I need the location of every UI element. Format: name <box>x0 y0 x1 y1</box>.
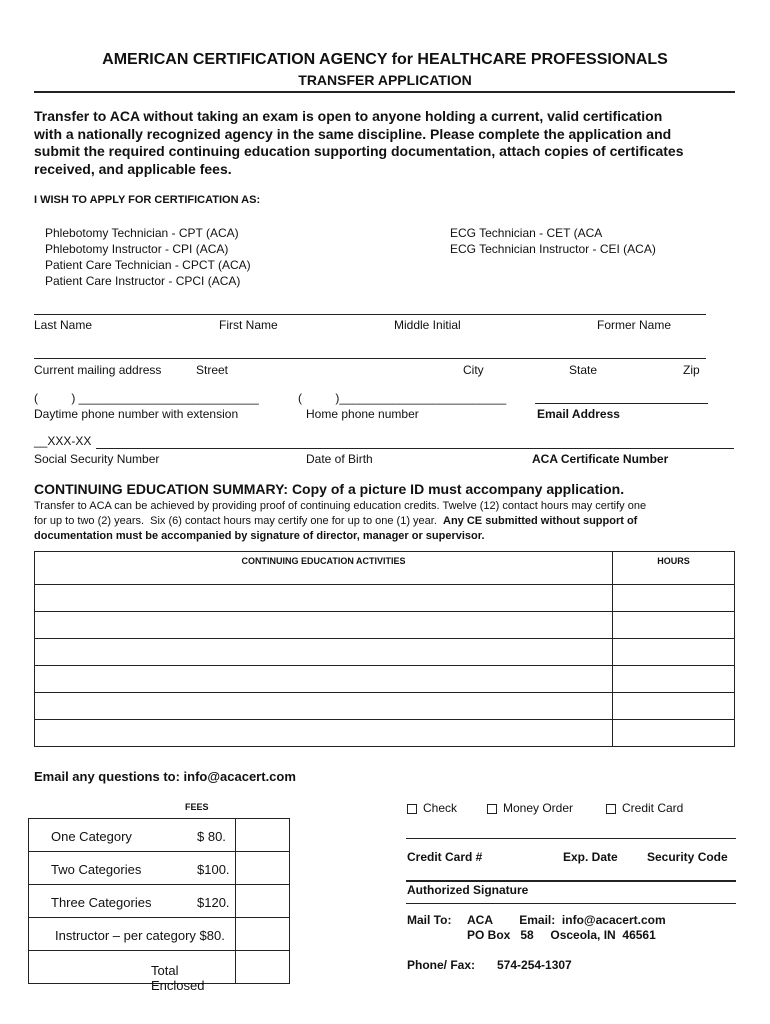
fee-row <box>29 885 290 918</box>
intro-line: with a nationally recognized agency in the same discipline. Please complete the application and <box>34 125 672 142</box>
cc-number-label: Credit Card # <box>407 850 483 864</box>
apply-heading: I WISH TO APPLY FOR CERTIFICATION AS: <box>34 194 261 206</box>
ce-activity-cell[interactable] <box>35 585 613 612</box>
checkbox-icon <box>487 804 497 814</box>
ssn-label: Social Security Number <box>34 452 160 466</box>
ssn-field-line[interactable] <box>96 448 734 449</box>
ce-hours-cell[interactable] <box>613 585 735 612</box>
middle-initial-label: Middle Initial <box>394 318 461 332</box>
security-code-label: Security Code <box>647 850 728 864</box>
ce-activity-cell[interactable] <box>35 612 613 639</box>
ce-activities-table <box>34 551 735 747</box>
name-field-line[interactable] <box>34 314 706 315</box>
fee-row <box>29 918 290 951</box>
fee-total-cell[interactable] <box>236 951 290 984</box>
ce-activity-cell[interactable] <box>35 693 613 720</box>
ce-hours-header: HOURS <box>613 552 735 585</box>
certification-options-right <box>450 225 656 257</box>
payment-check[interactable] <box>407 801 457 815</box>
option-cpci[interactable]: Patient Care Instructor - CPCI (ACA) <box>45 274 241 288</box>
checkbox-icon <box>407 804 417 814</box>
intro-line: received, and applicable fees. <box>34 160 232 177</box>
authorized-signature-label: Authorized Signature <box>407 883 529 897</box>
table-row <box>35 639 735 666</box>
ce-hours-cell[interactable] <box>613 666 735 693</box>
fee-price: $120. <box>197 895 230 910</box>
intro-line: submit the required continuing education supporting documentation, attach copies of certificates <box>34 143 684 159</box>
ce-activity-cell[interactable] <box>35 720 613 747</box>
fee-label: Three Categories <box>51 895 152 910</box>
fee-price: $100. <box>197 862 230 877</box>
street-label: Street <box>196 363 229 377</box>
first-name-label: First Name <box>219 318 278 332</box>
last-name-label: Last Name <box>34 318 93 332</box>
option-cpct[interactable]: Patient Care Technician - CPCT (ACA) <box>45 258 251 272</box>
option-cei[interactable]: ECG Technician Instructor - CEI (ACA) <box>450 242 656 256</box>
fee-label: Instructor – per category $80. <box>55 928 225 943</box>
cc-top-rule <box>406 838 736 839</box>
mail-to-line1: ACA Email: info@acacert.com <box>467 913 666 927</box>
ce-hours-cell[interactable] <box>613 693 735 720</box>
email-address-label: Email Address <box>537 407 620 421</box>
certification-options-left <box>45 225 251 289</box>
home-phone-field[interactable]: ( )_________________________ <box>298 391 507 405</box>
ce-text-bold: Any CE submitted without support of <box>443 515 638 527</box>
table-row <box>35 666 735 693</box>
ce-activity-cell[interactable] <box>35 666 613 693</box>
ce-description <box>34 499 764 544</box>
cc-bottom-rule[interactable] <box>406 880 736 882</box>
ce-text-line: Transfer to ACA can be achieved by providing proof of continuing education credits. Twelve (12) contact hours may certify one <box>34 500 647 512</box>
fees-table <box>28 818 290 993</box>
fees-heading: FEES <box>185 802 209 812</box>
mail-to-label: Mail To: <box>407 913 452 927</box>
email-questions: Email any questions to: info@acacert.com <box>34 769 296 784</box>
phone-fax-label: Phone/ Fax: <box>407 958 476 972</box>
option-cet[interactable]: ECG Technician - CET (ACA <box>450 226 603 240</box>
ce-hours-cell[interactable] <box>613 612 735 639</box>
signature-rule[interactable] <box>406 903 736 904</box>
ssn-prefix: __XXX-XX <box>34 434 92 448</box>
mailing-address-label: Current mailing address <box>34 363 162 377</box>
aca-cert-label: ACA Certificate Number <box>532 452 669 466</box>
option-cpt[interactable]: Phlebotomy Technician - CPT (ACA) <box>45 226 239 240</box>
form-title: AMERICAN CERTIFICATION AGENCY for HEALTHCARE PROFESSIONALS <box>102 51 668 68</box>
money-order-label: Money Order <box>503 801 574 815</box>
fee-row <box>29 951 290 984</box>
table-row <box>35 720 735 747</box>
table-row <box>35 612 735 639</box>
daytime-phone-label: Daytime phone number with extension <box>34 407 239 421</box>
payment-credit-card[interactable] <box>606 801 683 815</box>
fee-label: Total Enclosed <box>151 963 205 993</box>
zip-label: Zip <box>683 363 700 377</box>
ce-hours-cell[interactable] <box>613 639 735 666</box>
phone-fax-value: 574-254-1307 <box>497 958 572 972</box>
ce-heading: CONTINUING EDUCATION SUMMARY: Copy of a picture ID must accompany application. <box>34 481 625 497</box>
intro-paragraph <box>34 108 754 178</box>
ce-hours-cell[interactable] <box>613 720 735 747</box>
fee-label: Two Categories <box>51 862 142 877</box>
option-cpi[interactable]: Phlebotomy Instructor - CPI (ACA) <box>45 242 229 256</box>
mail-to-line2: PO Box 58 Osceola, IN 46561 <box>467 928 656 942</box>
fee-amount-cell[interactable] <box>236 885 290 918</box>
city-label: City <box>463 363 484 377</box>
fee-row <box>29 852 290 885</box>
check-label: Check <box>423 801 458 815</box>
ce-text-part: for up to two (2) years. Six (6) contact hours may certify one for up to one (1) year. <box>34 515 444 527</box>
table-row <box>35 693 735 720</box>
table-row <box>35 585 735 612</box>
payment-money-order[interactable] <box>487 801 573 815</box>
fee-label: One Category <box>51 829 132 844</box>
fee-row <box>29 819 290 852</box>
form-subtitle: TRANSFER APPLICATION <box>298 72 472 88</box>
home-phone-label: Home phone number <box>306 407 419 421</box>
checkbox-icon <box>606 804 616 814</box>
fee-price: $ 80. <box>197 829 226 844</box>
intro-line: Transfer to ACA without taking an exam is open to anyone holding a current, valid certification <box>34 108 663 124</box>
fee-amount-cell[interactable] <box>236 918 290 951</box>
ce-activity-cell[interactable] <box>35 639 613 666</box>
ce-text-line: documentation must be accompanied by signature of director, manager or supervisor. <box>34 530 485 542</box>
state-label: State <box>569 363 598 377</box>
dob-label: Date of Birth <box>306 452 373 466</box>
address-field-line[interactable] <box>34 358 706 359</box>
ce-text-line <box>34 514 764 529</box>
exp-date-label: Exp. Date <box>563 850 618 864</box>
credit-card-label: Credit Card <box>622 801 684 815</box>
email-field-line[interactable] <box>535 403 708 404</box>
ce-activities-header: CONTINUING EDUCATION ACTIVITIES <box>35 552 613 585</box>
fee-amount-cell[interactable] <box>236 852 290 885</box>
fee-amount-cell[interactable] <box>236 819 290 852</box>
header-rule <box>34 91 735 93</box>
daytime-phone-field[interactable]: ( ) ___________________________ <box>34 391 259 405</box>
former-name-label: Former Name <box>597 318 672 332</box>
